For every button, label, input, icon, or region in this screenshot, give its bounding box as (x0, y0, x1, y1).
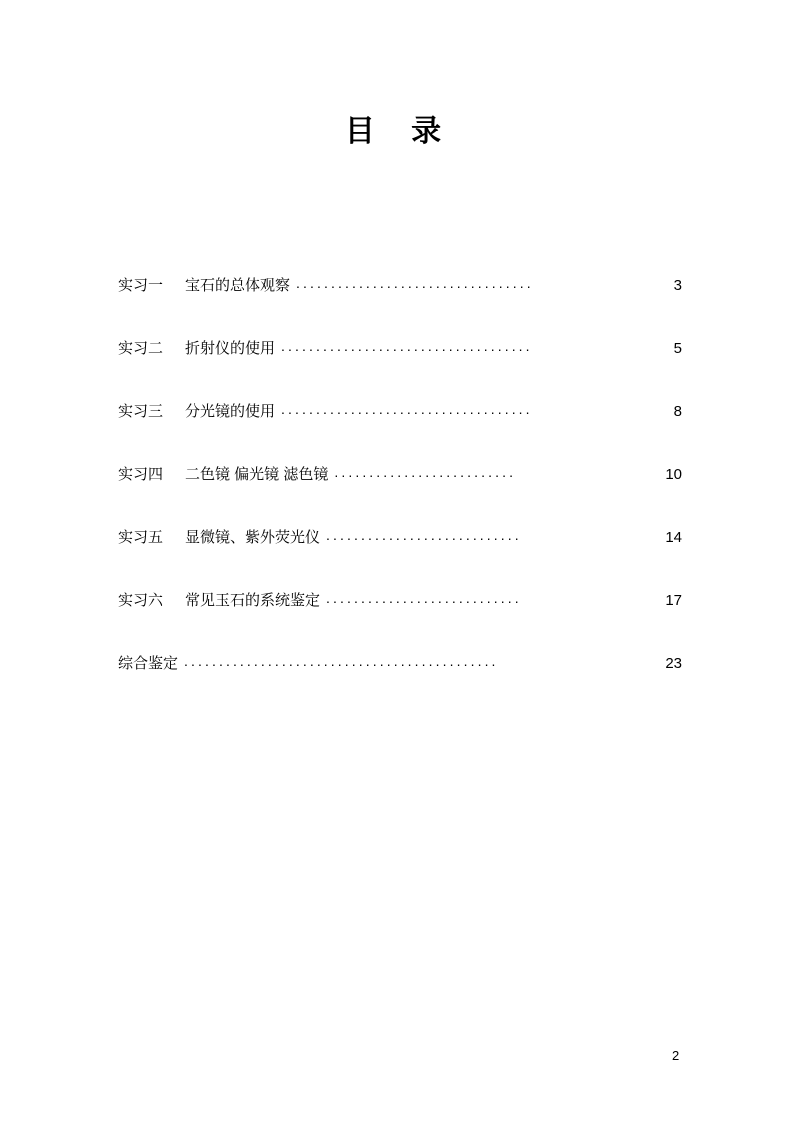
toc-entry-label: 折射仪的使用 (185, 340, 276, 357)
toc-entry-page: 8 (673, 403, 682, 420)
toc-entry-4[interactable] (118, 464, 682, 485)
toc-entry-leader-dots: .................................. (296, 275, 534, 291)
toc-entry-label: 二色镜 偏光镜 滤色镜 (185, 466, 329, 483)
toc-entry-7[interactable] (118, 653, 682, 674)
toc-entry-leader-dots: .................................... (281, 338, 533, 354)
toc-entry-label: 分光镜的使用 (185, 403, 276, 420)
toc-entry-3[interactable] (118, 401, 682, 422)
table-of-contents (118, 275, 682, 674)
toc-entry-number: 实习一 (118, 277, 164, 294)
toc-entry-leader-dots: .................................... (281, 401, 533, 417)
toc-entry-2[interactable] (118, 338, 682, 359)
toc-entry-leader-dots: ............................ (326, 527, 522, 543)
toc-entry-page: 14 (665, 529, 682, 546)
toc-entry-page: 3 (673, 277, 682, 294)
page-title: 目 录 (344, 115, 456, 148)
toc-entry-number: 实习五 (118, 529, 164, 546)
toc-entry-label: 常见玉石的系统鉴定 (185, 592, 321, 609)
toc-entry-1[interactable] (118, 275, 682, 296)
toc-entry-number: 实习二 (118, 340, 164, 357)
toc-entry-leader-dots: ............................................. (184, 653, 499, 669)
toc-entry-6[interactable] (118, 590, 682, 611)
toc-entry-number: 实习三 (118, 403, 164, 420)
toc-entry-number: 实习六 (118, 592, 164, 609)
toc-entry-page: 17 (665, 592, 682, 609)
toc-entry-number: 实习四 (118, 466, 164, 483)
toc-entry-page: 10 (665, 466, 682, 483)
toc-entry-label: 显微镜、紫外荧光仪 (185, 529, 321, 546)
toc-entry-page: 5 (673, 340, 682, 357)
toc-entry-label: 综合鉴定 (118, 655, 179, 672)
toc-entry-5[interactable] (118, 527, 682, 548)
footer-page-number: 2 (672, 1048, 680, 1063)
toc-entry-leader-dots: ............................ (326, 590, 522, 606)
toc-entry-page: 23 (665, 655, 682, 672)
toc-entry-label: 宝石的总体观察 (185, 277, 291, 294)
toc-entry-leader-dots: .......................... (334, 464, 517, 480)
